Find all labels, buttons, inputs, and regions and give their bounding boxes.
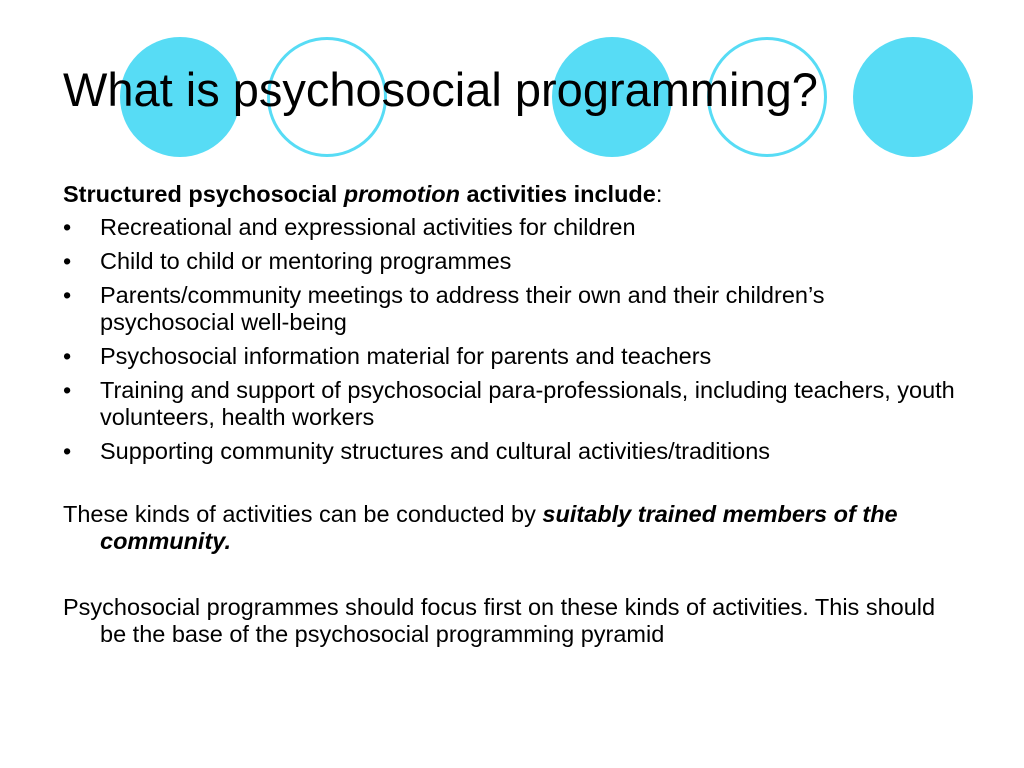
- list-item-text: Supporting community structures and cultural activities/traditions: [100, 438, 771, 464]
- list-item-text: Recreational and expressional activities for children: [100, 214, 636, 240]
- list-item: [63, 343, 963, 370]
- bullet-icon: •: [63, 343, 72, 369]
- bullet-icon: •: [63, 282, 72, 308]
- list-item-text: Training and support of psychosocial para-professionals, including teachers, youth volunteers, health workers: [100, 377, 955, 430]
- community-paragraph-emphasis: suitably trained members of the community.: [100, 501, 898, 554]
- slide-title: What is psychosocial programming?: [63, 63, 818, 116]
- list-item: [63, 282, 963, 336]
- intro-line: [63, 181, 963, 208]
- list-item: [63, 214, 963, 241]
- list-item: [63, 248, 963, 275]
- bullet-icon: •: [63, 438, 72, 464]
- filled-circle-decoration: [853, 37, 973, 157]
- list-item-text: Child to child or mentoring programmes: [100, 248, 512, 274]
- bullet-icon: •: [63, 214, 72, 240]
- list-item-text: Parents/community meetings to address their own and their children’s psychosocial well-being: [100, 282, 825, 335]
- slide-body: [63, 181, 963, 648]
- intro-text-emphasis: promotion: [343, 181, 460, 207]
- intro-text-bold: Structured psychosocial: [63, 181, 344, 207]
- bullet-icon: •: [63, 377, 72, 403]
- intro-colon: :: [655, 181, 663, 207]
- intro-text-bold-2: activities include: [459, 181, 656, 207]
- community-paragraph: [63, 501, 963, 555]
- bullet-icon: •: [63, 248, 72, 274]
- activities-list: [63, 214, 963, 465]
- community-paragraph-text: These kinds of activities can be conducted by: [63, 501, 543, 527]
- list-item-text: Psychosocial information material for parents and teachers: [100, 343, 712, 369]
- list-item: [63, 438, 963, 465]
- list-item: [63, 377, 963, 431]
- pyramid-paragraph: Psychosocial programmes should focus first on these kinds of activities. This should be the base of the psychosocial programming pyramid: [63, 594, 936, 647]
